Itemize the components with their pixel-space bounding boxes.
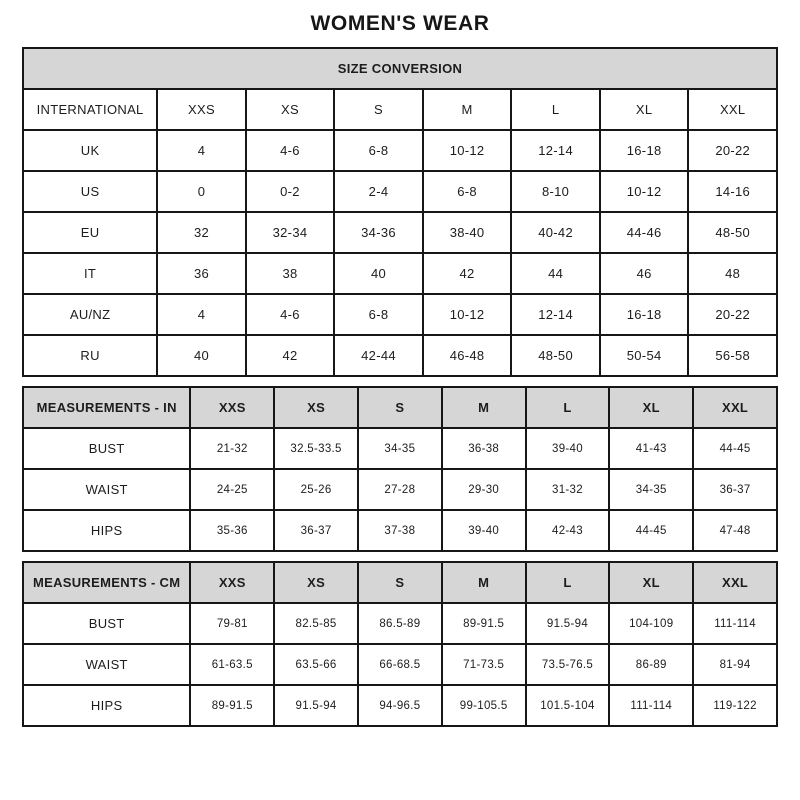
table-cell: 56-58 (688, 335, 777, 376)
table-cell: 89-91.5 (442, 603, 526, 644)
table-cell: 39-40 (526, 428, 610, 469)
size-conversion-table (22, 47, 778, 377)
table-cell: 111-114 (693, 603, 777, 644)
table-cell: 37-38 (358, 510, 442, 551)
column-header-m: M (423, 89, 512, 130)
table-cell: 66-68.5 (358, 644, 442, 685)
table-cell: 0-2 (246, 171, 335, 212)
row-label: HIPS (23, 685, 190, 726)
table-row (23, 644, 777, 685)
table-cell: 32-34 (246, 212, 335, 253)
table-cell: 111-114 (609, 685, 693, 726)
table-cell: 25-26 (274, 469, 358, 510)
table-cell: 40 (157, 335, 246, 376)
table-cell: 21-32 (190, 428, 274, 469)
column-header-xs: XS (246, 89, 335, 130)
table-row (23, 294, 777, 335)
row-label: BUST (23, 428, 190, 469)
table-cell: 42-44 (334, 335, 423, 376)
table-cell: 4 (157, 130, 246, 171)
size-conversion-header-row (23, 89, 777, 130)
column-header-s: S (334, 89, 423, 130)
table-cell: 4-6 (246, 294, 335, 335)
table-title-row (23, 48, 777, 89)
column-header-s: S (358, 562, 442, 603)
row-label: RU (23, 335, 157, 376)
table-cell: 10-12 (423, 130, 512, 171)
measurements-in-table (22, 386, 778, 552)
table-cell: 6-8 (334, 294, 423, 335)
column-header-s: S (358, 387, 442, 428)
page-title: WOMEN'S WEAR (310, 12, 490, 35)
table-cell: 101.5-104 (526, 685, 610, 726)
measurements-cm-body (23, 603, 777, 726)
row-label: AU/NZ (23, 294, 157, 335)
table-cell: 6-8 (334, 130, 423, 171)
table-cell: 20-22 (688, 130, 777, 171)
table-cell: 32 (157, 212, 246, 253)
column-header-xl: XL (609, 387, 693, 428)
row-label: WAIST (23, 644, 190, 685)
column-header-m: M (442, 387, 526, 428)
column-header-xxs: XXS (157, 89, 246, 130)
table-row (23, 171, 777, 212)
column-header-l: L (526, 562, 610, 603)
measurements-in-body (23, 428, 777, 551)
table-cell: 46-48 (423, 335, 512, 376)
table-row (23, 335, 777, 376)
table-cell: 12-14 (511, 294, 600, 335)
table-cell: 73.5-76.5 (526, 644, 610, 685)
table-cell: 50-54 (600, 335, 689, 376)
table-cell: 12-14 (511, 130, 600, 171)
table-cell: 44-45 (609, 510, 693, 551)
table-cell: 38-40 (423, 212, 512, 253)
table-cell: 47-48 (693, 510, 777, 551)
table-cell: 46 (600, 253, 689, 294)
table-cell: 104-109 (609, 603, 693, 644)
column-header-l: L (511, 89, 600, 130)
international-header: INTERNATIONAL (23, 89, 157, 130)
table-cell: 48 (688, 253, 777, 294)
row-label: EU (23, 212, 157, 253)
table-cell: 99-105.5 (442, 685, 526, 726)
column-header-xxl: XXL (693, 387, 777, 428)
table-cell: 41-43 (609, 428, 693, 469)
table-cell: 2-4 (334, 171, 423, 212)
table-cell: 27-28 (358, 469, 442, 510)
table-cell: 29-30 (442, 469, 526, 510)
column-header-xxs: XXS (190, 387, 274, 428)
table-cell: 35-36 (190, 510, 274, 551)
table-row (23, 685, 777, 726)
column-header-xs: XS (274, 387, 358, 428)
measurements-cm-title: MEASUREMENTS - CM (23, 562, 190, 603)
table-cell: 86-89 (609, 644, 693, 685)
row-label: BUST (23, 603, 190, 644)
table-row (23, 428, 777, 469)
size-conversion-title: SIZE CONVERSION (23, 48, 777, 89)
table-cell: 34-35 (609, 469, 693, 510)
table-cell: 34-36 (334, 212, 423, 253)
table-cell: 40 (334, 253, 423, 294)
table-cell: 63.5-66 (274, 644, 358, 685)
table-row (23, 469, 777, 510)
column-header-m: M (442, 562, 526, 603)
table-cell: 8-10 (511, 171, 600, 212)
table-cell: 89-91.5 (190, 685, 274, 726)
table-cell: 14-16 (688, 171, 777, 212)
column-header-xs: XS (274, 562, 358, 603)
size-conversion-body (23, 130, 777, 376)
table-cell: 0 (157, 171, 246, 212)
table-cell: 10-12 (423, 294, 512, 335)
table-cell: 44-45 (693, 428, 777, 469)
row-label: IT (23, 253, 157, 294)
table-cell: 91.5-94 (274, 685, 358, 726)
table-cell: 42 (246, 335, 335, 376)
table-row (23, 212, 777, 253)
table-cell: 20-22 (688, 294, 777, 335)
table-cell: 44 (511, 253, 600, 294)
column-header-xxs: XXS (190, 562, 274, 603)
table-cell: 44-46 (600, 212, 689, 253)
table-cell: 61-63.5 (190, 644, 274, 685)
table-cell: 91.5-94 (526, 603, 610, 644)
table-cell: 31-32 (526, 469, 610, 510)
row-label: UK (23, 130, 157, 171)
table-cell: 6-8 (423, 171, 512, 212)
column-header-l: L (526, 387, 610, 428)
measurements-cm-header-row (23, 562, 777, 603)
table-cell: 16-18 (600, 130, 689, 171)
table-cell: 39-40 (442, 510, 526, 551)
table-cell: 79-81 (190, 603, 274, 644)
table-cell: 24-25 (190, 469, 274, 510)
table-row (23, 130, 777, 171)
table-cell: 36-37 (693, 469, 777, 510)
measurements-in-title: MEASUREMENTS - IN (23, 387, 190, 428)
table-cell: 40-42 (511, 212, 600, 253)
measurements-in-header-row (23, 387, 777, 428)
table-cell: 32.5-33.5 (274, 428, 358, 469)
table-cell: 34-35 (358, 428, 442, 469)
table-cell: 10-12 (600, 171, 689, 212)
table-cell: 86.5-89 (358, 603, 442, 644)
table-row (23, 510, 777, 551)
table-cell: 82.5-85 (274, 603, 358, 644)
table-cell: 48-50 (511, 335, 600, 376)
column-header-xxl: XXL (693, 562, 777, 603)
table-cell: 42-43 (526, 510, 610, 551)
column-header-xxl: XXL (688, 89, 777, 130)
table-cell: 4-6 (246, 130, 335, 171)
table-cell: 36-37 (274, 510, 358, 551)
row-label: WAIST (23, 469, 190, 510)
table-row (23, 603, 777, 644)
table-cell: 36 (157, 253, 246, 294)
row-label: US (23, 171, 157, 212)
table-cell: 4 (157, 294, 246, 335)
table-cell: 16-18 (600, 294, 689, 335)
table-cell: 42 (423, 253, 512, 294)
measurements-cm-table (22, 561, 778, 727)
column-header-xl: XL (609, 562, 693, 603)
table-cell: 94-96.5 (358, 685, 442, 726)
table-cell: 38 (246, 253, 335, 294)
table-cell: 71-73.5 (442, 644, 526, 685)
column-header-xl: XL (600, 89, 689, 130)
table-row (23, 253, 777, 294)
table-cell: 81-94 (693, 644, 777, 685)
table-cell: 36-38 (442, 428, 526, 469)
table-cell: 119-122 (693, 685, 777, 726)
row-label: HIPS (23, 510, 190, 551)
table-cell: 48-50 (688, 212, 777, 253)
